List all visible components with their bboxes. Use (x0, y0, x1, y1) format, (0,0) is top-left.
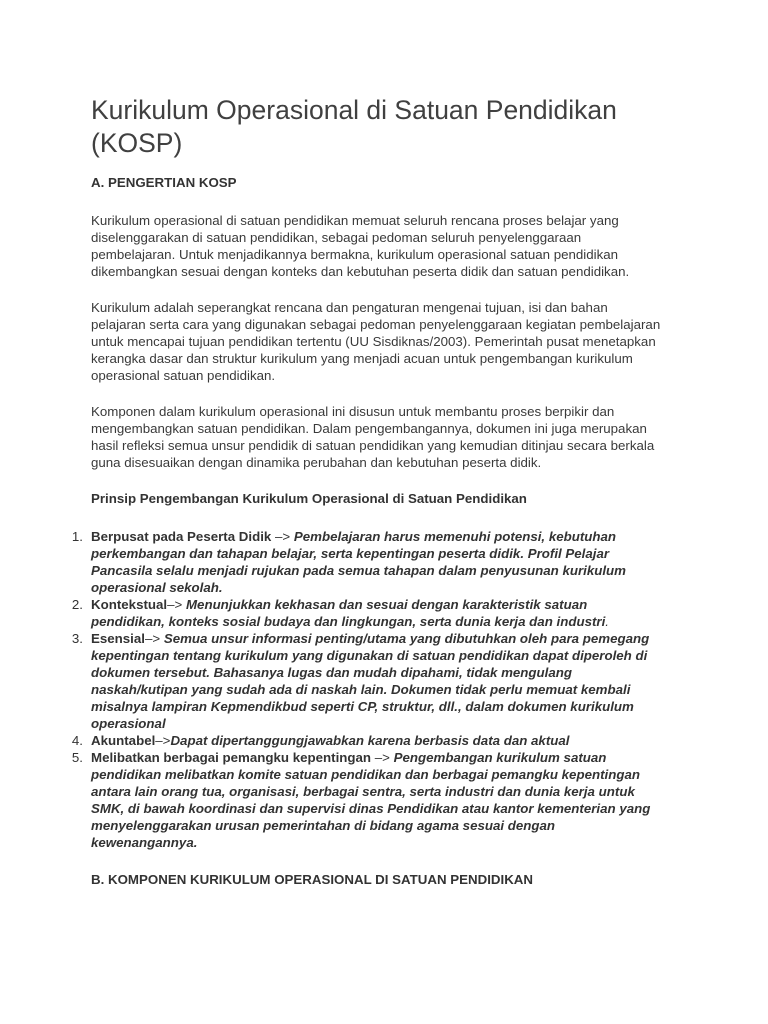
arrow-text: –> (155, 733, 171, 748)
arrow-text: –> (144, 631, 164, 646)
document-title: Kurikulum Operasional di Satuan Pendidikan (KOSP) (91, 95, 617, 158)
paragraph-components: Komponen dalam kurikulum operasional ini disusun untuk membantu proses berpikir dan mengembangkan satuan pendidikan. Dalam pengembangannya, dokumen ini juga merupakan hasil refleksi semua unsur pendidik di satuan pendidikan yang kemudian ditinjau secara berkala guna disesuaikan dengan dinamika perubahan dan kebutuhan peserta didik. (91, 404, 655, 470)
principle-term: Berpusat pada Peserta Didik (91, 529, 272, 544)
principle-term: Kontekstual (91, 597, 168, 612)
principle-item (71, 732, 661, 749)
arrow-text: –> (271, 529, 294, 544)
principle-tail: . (605, 614, 609, 629)
paragraph-definition: Kurikulum operasional di satuan pendidikan memuat seluruh rencana proses belajar yang diselenggarakan di satuan pendidikan, sebagai pedoman seluruh penyelenggaraan pembelajaran. Untuk menjadikannya bermakna, kurikulum operasional satuan pendidikan dikembangkan sesuai dengan konteks dan kebutuhan peserta didik dan satuan pendidikan. (91, 213, 630, 279)
arrow-text: –> (167, 597, 186, 612)
principle-description: Menunjukkan kekhasan dan sesuai dengan karakteristik satuan pendidikan, konteks sosial budaya dan lingkungan, serta dunia kerja dan industri (91, 597, 606, 629)
principles-list (71, 528, 661, 851)
principle-description: Dapat dipertanggungjawabkan karena berbasis data dan aktual (170, 733, 570, 748)
principles-heading: Prinsip Pengembangan Kurikulum Operasional di Satuan Pendidikan (91, 491, 527, 506)
list-number: 1. (71, 529, 83, 544)
section-b-heading: B. KOMPONEN KURIKULUM OPERASIONAL DI SATUAN PENDIDIKAN (91, 872, 534, 887)
document-page (71, 94, 661, 888)
principle-item (71, 528, 661, 596)
section-a-heading: A. PENGERTIAN KOSP (91, 175, 237, 190)
list-number: 2. (71, 597, 83, 612)
principle-description: Pembelajaran harus memenuhi potensi, kebutuhan perkembangan dan tahapan belajar, serta kepentingan peserta didik. Profil Pelajar Pancasila selalu menjadi rujukan pada semua tahapan dalam penyusunan kurikulum operasional sekolah. (91, 529, 627, 595)
arrow-text: –> (371, 750, 394, 765)
principle-term: Esensial (91, 631, 145, 646)
list-number: 4. (71, 733, 83, 748)
paragraph-curriculum: Kurikulum adalah seperangkat rencana dan pengaturan mengenai tujuan, isi dan bahan pelajaran serta cara yang digunakan sebagai pedoman penyelenggaraan kegiatan pembelajaran untuk mencapai tujuan pendidikan tertentu (UU Sisdiknas/2003). Pemerintah pusat menetapkan kerangka dasar dan struktur kurikulum yang menjadi acuan untuk pengembangan kurikulum operasional satuan pendidikan. (91, 300, 661, 383)
principle-item (71, 749, 661, 851)
principle-item (71, 596, 661, 630)
principle-description: Semua unsur informasi penting/utama yang dibutuhkan oleh para pemegang kepentingan tentang kurikulum yang digunakan di satuan pendidikan dapat diperoleh di dokumen tersebut. Bahasanya lugas dan mudah dipahami, tidak mengulang naskah/kutipan yang sudah ada di naskah lain. Dokumen tidak perlu memuat kembali misalnya lampiran Kepmendikbud seperti CP, struktur, dll., dalam dokumen kurikulum operasional (91, 631, 650, 731)
list-number: 5. (71, 750, 83, 765)
principle-term: Melibatkan berbagai pemangku kepentingan (91, 750, 372, 765)
principle-description: Pengembangan kurikulum satuan pendidikan melibatkan komite satuan pendidikan dan berbagai pemangku kepentingan antara lain orang tua, organisasi, berbagai sentra, serta industri dan dunia kerja untuk SMK, di bawah koordinasi dan supervisi dinas Pendidikan atau kantor kementerian yang menyelenggarakan urusan pemerintahan di bidang agama sesuai dengan kewenangannya. (91, 750, 651, 850)
list-number: 3. (71, 631, 83, 646)
principle-item (71, 630, 661, 732)
principle-term: Akuntabel (91, 733, 156, 748)
